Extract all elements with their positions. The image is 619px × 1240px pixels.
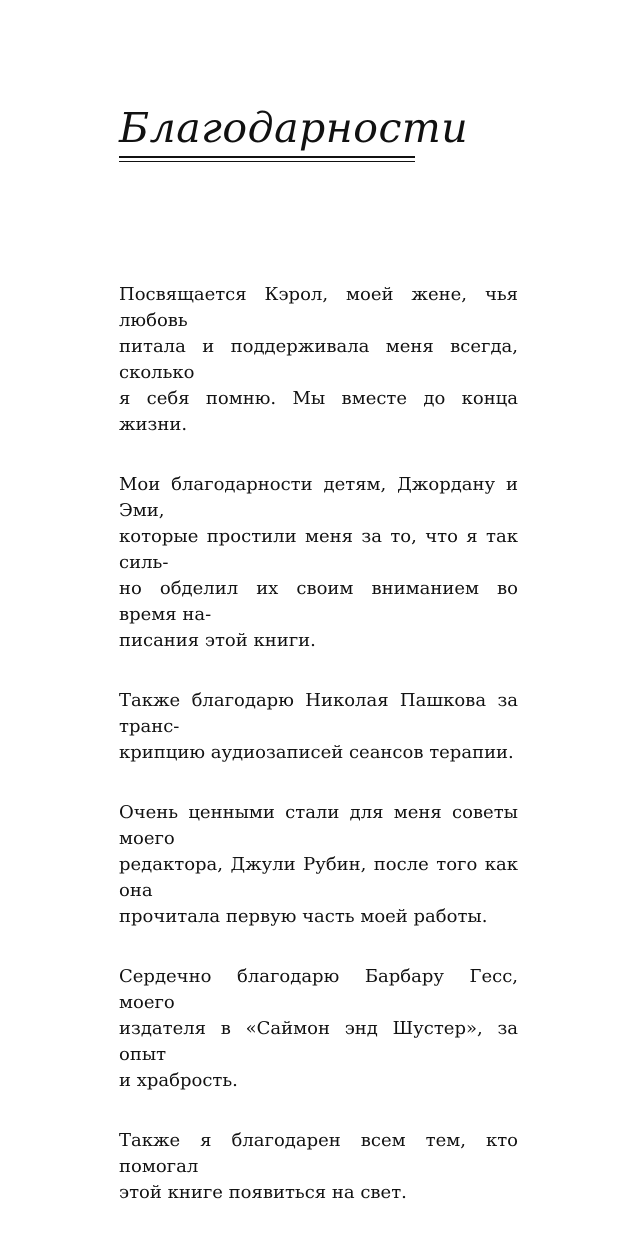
- page-title: Благодарности: [119, 104, 469, 152]
- title-underline: [119, 156, 415, 158]
- paragraph-everyone: Также я благодарен всем тем, кто помогал этой книге появиться на свет.: [119, 1130, 518, 1203]
- paragraph-children: Мои благодарности детям, Джордану и Эми, которые простили меня за то, что я так силь- но обделил их своим вниманием во время на- писания этой книги.: [119, 474, 518, 651]
- title-block: [119, 102, 469, 162]
- title-underline-second: [119, 161, 415, 162]
- paragraph-dedication: Посвящается Кэрол, моей жене, чья любовь питала и поддерживала меня всегда, сколько я себя помню. Мы вместе до конца жизни.: [119, 284, 518, 435]
- paragraph-transcription: Также благодарю Николая Пашкова за транс- крипцию аудиозаписей сеансов терапии.: [119, 690, 518, 763]
- paragraph-editor: Очень ценными стали для меня советы моего редактора, Джули Рубин, после того как она прочитала первую часть моей работы.: [119, 802, 518, 927]
- acknowledgements-body: [119, 282, 518, 1240]
- paragraph-publisher: Сердечно благодарю Барбару Гесс, моего издателя в «Саймон энд Шустер», за опыт и храбрость.: [119, 966, 518, 1091]
